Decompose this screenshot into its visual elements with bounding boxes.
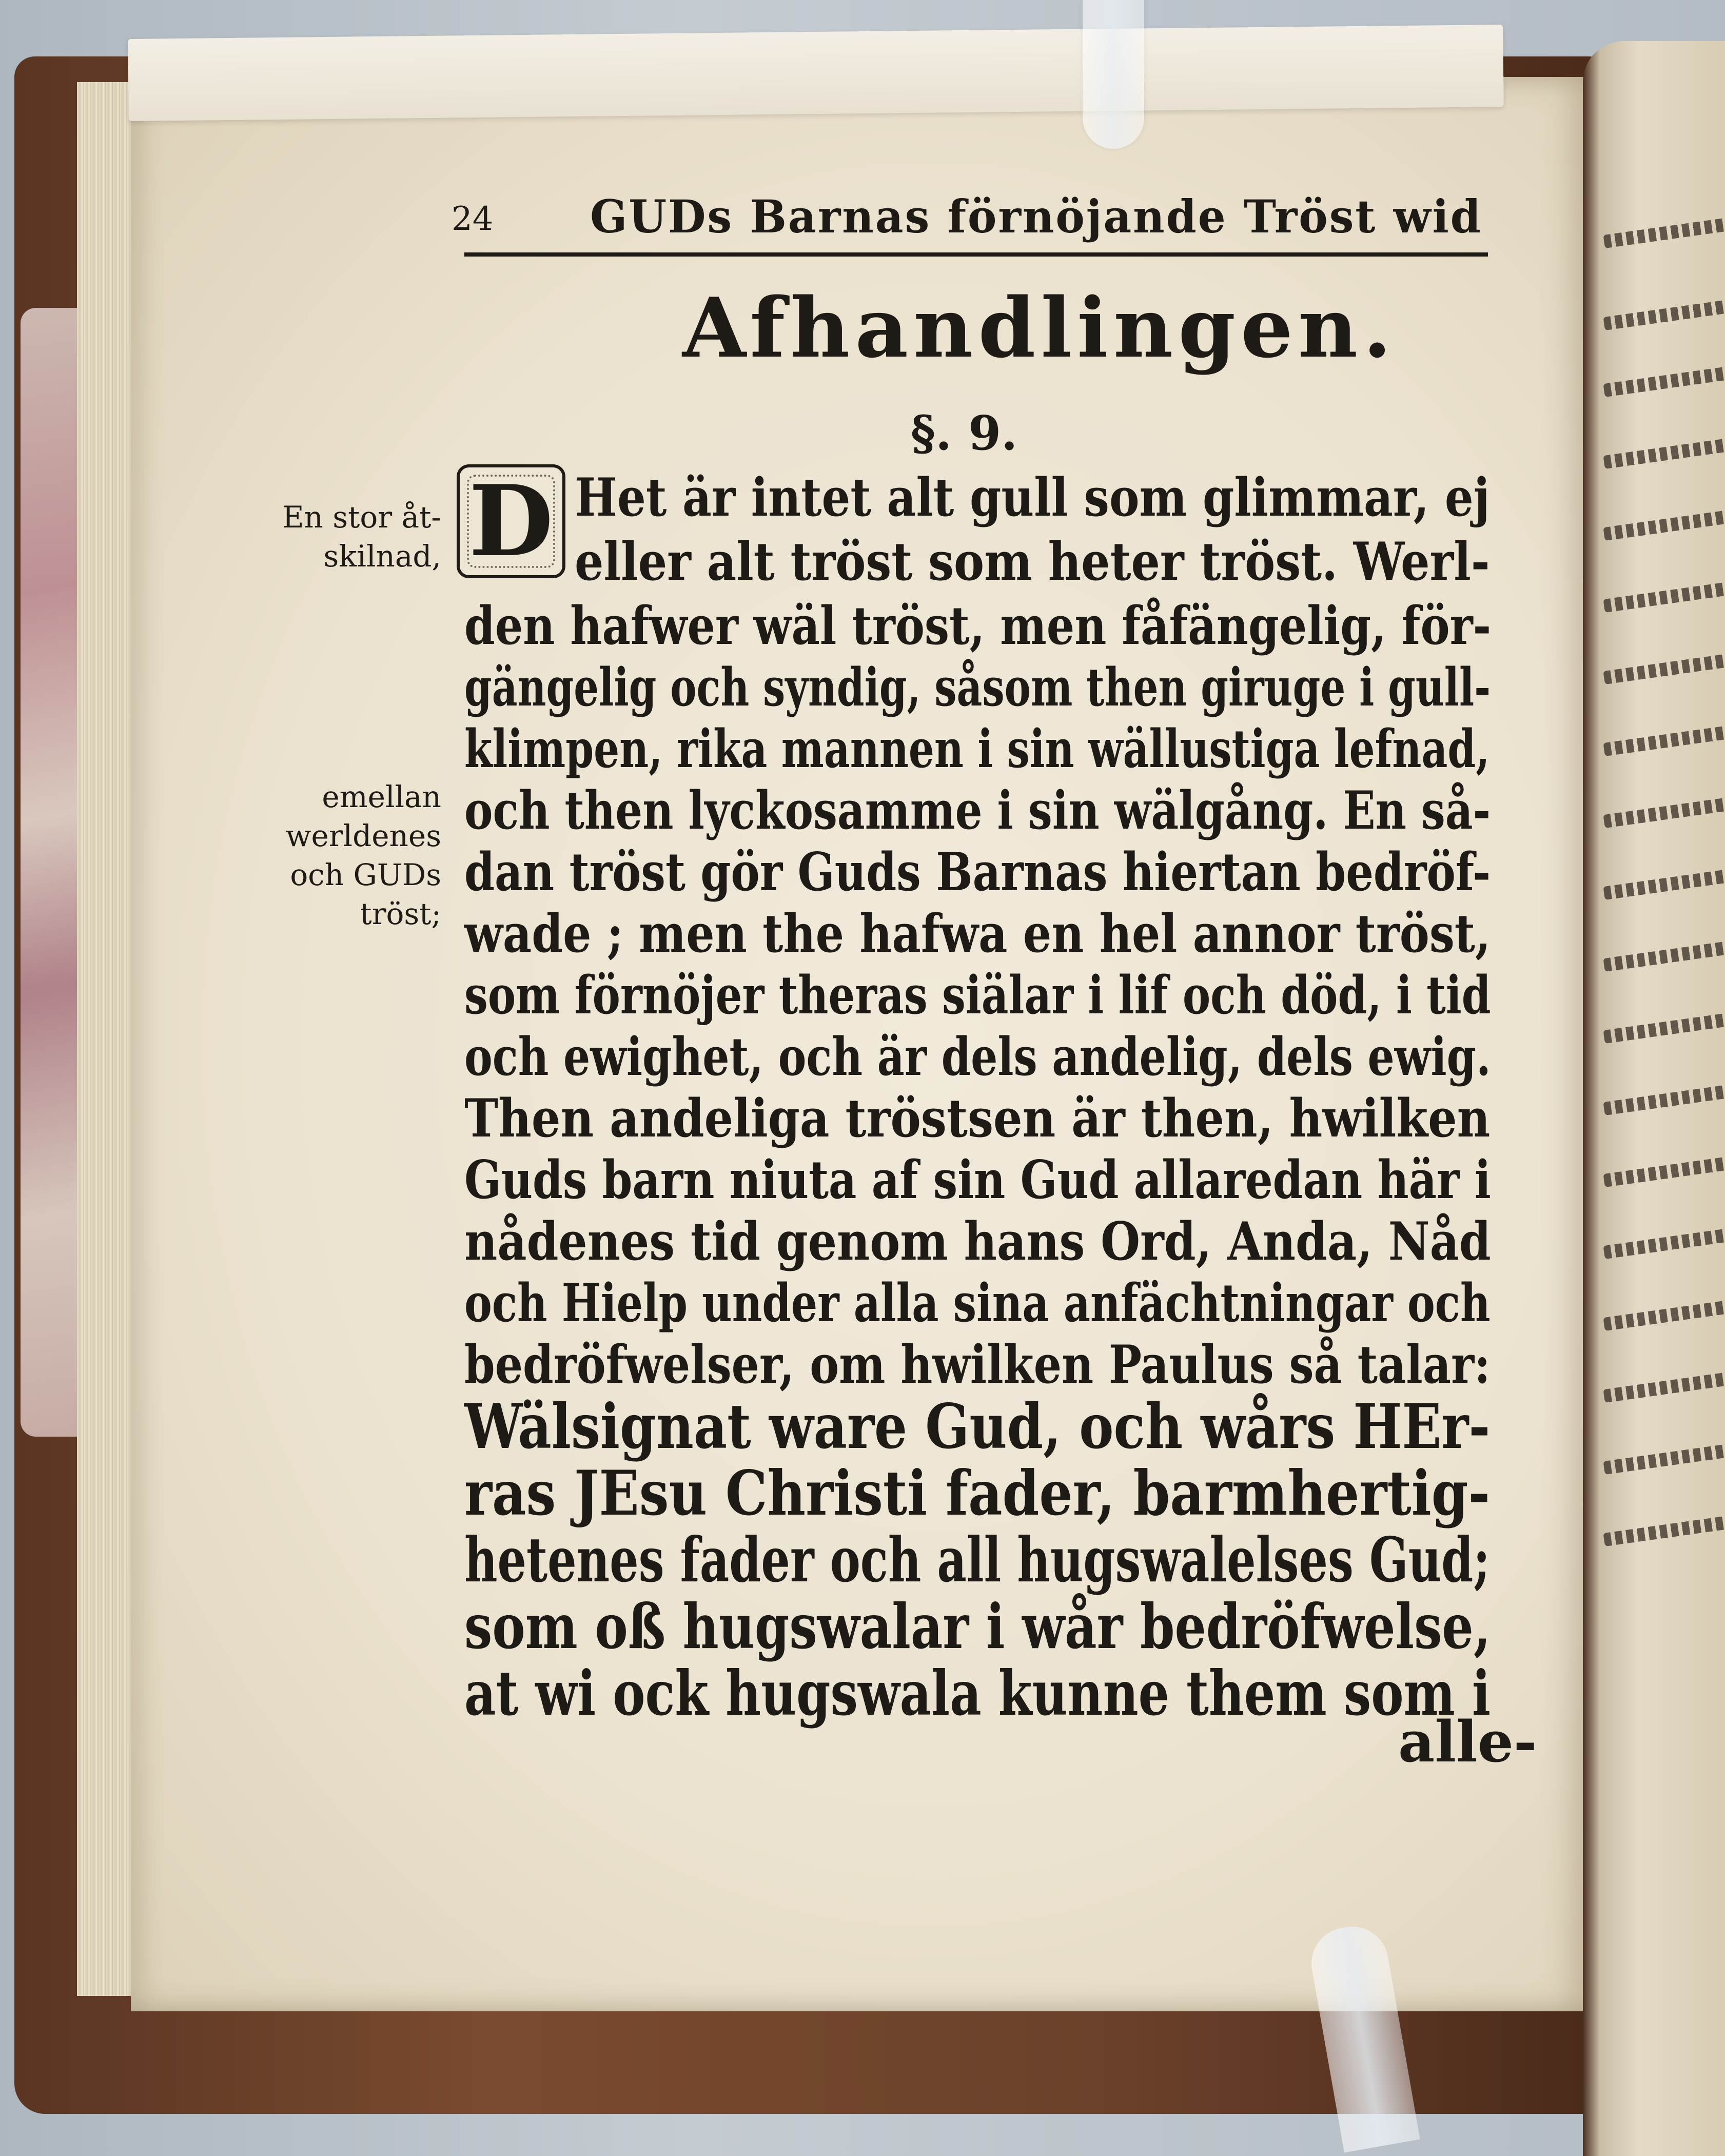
body-line: Wälsignat ware Gud, och wårs HEr- bbox=[464, 1390, 1491, 1463]
page-number: 24 bbox=[452, 200, 494, 238]
margin-note bbox=[257, 498, 441, 576]
body-line: som oß hugswalar i wår bedröfwelse, bbox=[464, 1591, 1491, 1663]
right-page-text-line bbox=[1603, 796, 1725, 828]
right-page-text-line bbox=[1603, 724, 1725, 756]
body-line: och then lyckosamme i sin wälgång. En så- bbox=[464, 780, 1491, 841]
header-rule bbox=[464, 252, 1488, 257]
body-line: som förnöjer theras siälar i lif och död, i tid bbox=[464, 965, 1491, 1026]
body-line: klimpen, rika mannen i sin wällustiga lefnad, bbox=[464, 718, 1490, 780]
drop-cap: D bbox=[457, 464, 565, 578]
right-page-text-line bbox=[1603, 217, 1725, 248]
section-mark: §. 9. bbox=[911, 405, 1018, 461]
right-page-text-line bbox=[1603, 868, 1725, 900]
right-page-text-line bbox=[1603, 437, 1725, 469]
margin-note-line: tröst; bbox=[360, 896, 441, 931]
right-page-edge bbox=[1583, 41, 1725, 2156]
right-page-text-line bbox=[1603, 299, 1725, 330]
running-head: GUDs Barnas förnöjande Tröst wid bbox=[590, 190, 1482, 243]
body-line: wade ; men the hafwa en hel annor tröst, bbox=[464, 903, 1491, 965]
section-title: Afhandlingen. bbox=[682, 280, 1397, 376]
margin-note-line: skilnad, bbox=[323, 539, 441, 574]
body-line: Then andeliga tröstsen är then, hwilken bbox=[464, 1088, 1491, 1149]
body-line: nådenes tid genom hans Ord, Anda, Nåd bbox=[464, 1211, 1491, 1272]
body-line: ras JEsu Christi fader, barmhertig- bbox=[464, 1457, 1491, 1530]
right-page-text-line bbox=[1603, 1227, 1725, 1259]
body-line: eller alt tröst som heter tröst. Werl- bbox=[575, 531, 1490, 593]
body-line: den hafwer wäl tröst, men fåfängelig, för- bbox=[464, 595, 1492, 657]
margin-note-line: werldenes bbox=[285, 818, 441, 853]
right-page-text-line bbox=[1603, 509, 1725, 541]
right-page-text-line bbox=[1603, 1012, 1725, 1044]
right-page-text-line bbox=[1603, 365, 1725, 397]
margin-note-line: En stor åt- bbox=[282, 500, 441, 535]
book-clip-top bbox=[1083, 0, 1144, 149]
body-line: gängelig och syndig, såsom then giruge i gull- bbox=[464, 657, 1491, 718]
right-page-text-line bbox=[1603, 1515, 1725, 1546]
right-page-text-line bbox=[1603, 1443, 1725, 1475]
margin-note-line: emellan bbox=[322, 779, 441, 814]
body-line: bedröfwelser, om hwilken Paulus så talar: bbox=[464, 1334, 1491, 1396]
right-page-text-line bbox=[1603, 1371, 1725, 1403]
right-page-text-line bbox=[1603, 1155, 1725, 1187]
body-line: hetenes fader och all hugswalelses Gud; bbox=[464, 1524, 1491, 1596]
body-line: och Hielp under alla sina anfächtningar och bbox=[464, 1272, 1491, 1334]
right-page-text-line bbox=[1603, 1084, 1725, 1115]
body-line: och ewighet, och är dels andelig, dels ewig. bbox=[464, 1026, 1491, 1088]
body-line: Guds barn niuta af sin Gud allaredan här i bbox=[464, 1149, 1491, 1211]
body-line: Het är intet alt gull som glimmar, ej bbox=[575, 467, 1490, 528]
margin-note bbox=[277, 777, 441, 933]
right-page-text-line bbox=[1603, 1299, 1725, 1331]
catchword: alle- bbox=[1398, 1709, 1537, 1775]
top-paper-flap bbox=[128, 25, 1504, 121]
margin-note-line: och GUDs bbox=[290, 857, 441, 892]
page-header bbox=[452, 190, 1488, 251]
right-page-text-line bbox=[1603, 653, 1725, 684]
body-line: dan tröst gör Guds Barnas hiertan bedröf- bbox=[464, 841, 1491, 903]
right-page-text-line bbox=[1603, 940, 1725, 972]
right-page-text-line bbox=[1603, 581, 1725, 613]
body-line: at wi ock hugswala kunne them som i bbox=[464, 1657, 1491, 1730]
